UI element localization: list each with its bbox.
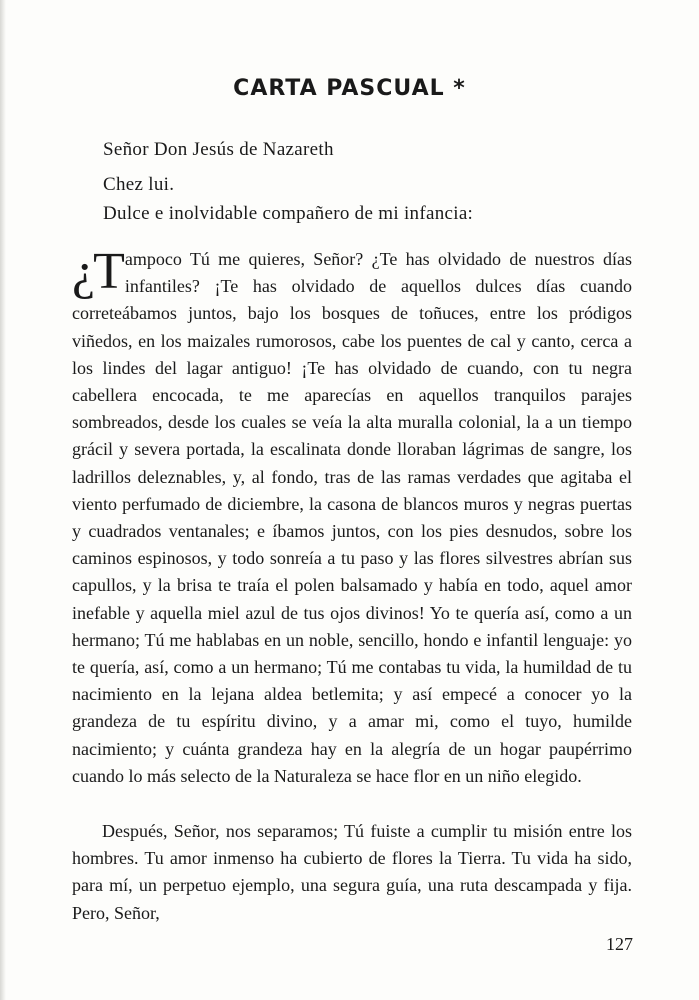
salutation-line-addressee: Señor Don Jesús de Nazareth [103, 139, 334, 160]
paragraph-second: Después, Señor, nos separamos; Tú fuiste a cumplir tu misión entre los hombres. Tu amor inmenso ha cubierto de flores la Tierra. Tu vida ha sido, para mí, un perpetuo ejemplo, una segura guía, una ruta descampada y fija. Pero, Señor, [72, 821, 632, 923]
page-gutter-shadow [0, 0, 6, 1000]
paragraph-opening [72, 243, 632, 790]
page-number: 127 [606, 934, 633, 954]
salutation-line-greeting: Dulce e inolvidable compañero de mi infancia: [103, 203, 474, 224]
chapter-title: CARTA PASCUAL * [233, 76, 466, 101]
drop-cap: ¿T [72, 243, 123, 300]
salutation-line-location: Chez lui. [103, 174, 175, 195]
paragraph-opening-text: ampoco Tú me quieres, Señor? ¿Te has olvidado de nuestros días infantiles? ¡Te has olvidado de aquellos dulces días cuando correteábamos juntos, bajo los bosques de toñuces, entre los pródigos viñedos, en los maizales rumorosos, cabe los puentes de cal y canto, cerca a los lindes del lagar antiguo! ¡Te has olvidado de cuando, con tu negra cabellera encocada, te me aparecías en aquellos tranquilos parajes sombreados, desde los cuales se veía la alta muralla colonial, la a un tiempo grácil y severa portada, la escalinata donde lloraban lágrimas de sangre, los ladrillos deleznables, y, al fondo, tras de las ramas verdades que agitaba el viento perfumado de diciembre, la casona de blancos muros y negras puertas y cuadrados ventanales; e íbamos juntos, con los pies desnudos, sobre los caminos espinosos, y todo sonreía a tu paso y las flores silvestres abrían sus capullos, y la brisa te traía el polen balsamado y había en todo, aquel amor inefable y aquella miel azul de tus ojos divinos! Yo te quería así, como a un hermano; Tú me hablabas en un noble, sencillo, hondo e infantil lenguaje: yo te quería, así, como a un hermano; Tú me contabas tu vida, la humildad de tu nacimiento en la lejana aldea betlemita; y así empecé a conocer yo la grandeza de tu espíritu divino, y a amar mi, como el tuyo, humilde nacimiento; y cuánta grandeza hay en la alegría de un hogar paupérrimo cuando lo más selecto de la Naturaleza se hace flor en un niño elegido. [72, 249, 632, 786]
